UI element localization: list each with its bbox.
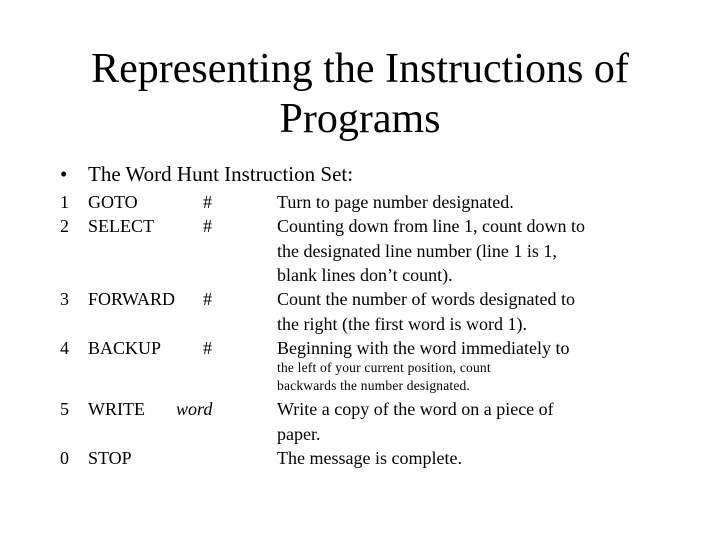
description-line-small: the left of your current position, count	[277, 360, 491, 375]
description-line: the designated line number (line 1 is 1,	[277, 240, 557, 261]
instruction-command-goto: GOTO	[88, 192, 138, 212]
instruction-description-backup	[277, 336, 569, 361]
slide-title-line-2: Programs	[279, 96, 441, 142]
description-line: The message is complete.	[277, 448, 462, 468]
instruction-description-write	[277, 397, 554, 446]
slide-title-line-1: Representing the Instructions of	[91, 46, 629, 92]
instruction-argument-write: word	[176, 399, 213, 419]
bullet-marker: •	[60, 162, 68, 186]
instruction-argument-backup: #	[203, 338, 212, 358]
description-line: Count the number of words designated to	[277, 289, 575, 309]
instruction-argument-goto: #	[203, 192, 212, 212]
bullet-text: The Word Hunt Instruction Set:	[88, 162, 354, 186]
instruction-description-stop	[277, 446, 462, 471]
instruction-argument-select: #	[203, 216, 212, 236]
instruction-command-write: WRITE	[88, 399, 145, 419]
description-line: the right (the first word is word 1).	[277, 313, 527, 334]
description-line: Turn to page number designated.	[277, 192, 514, 212]
instruction-number-4: 4	[60, 338, 69, 358]
instruction-command-stop: STOP	[88, 448, 132, 468]
instruction-number-3: 3	[60, 289, 69, 309]
instruction-description-select	[277, 214, 585, 288]
description-line: Write a copy of the word on a piece of	[277, 399, 554, 419]
description-line: paper.	[277, 423, 321, 444]
description-line-small: backwards the number designated.	[277, 378, 471, 393]
instruction-number-0: 0	[60, 448, 69, 468]
description-line: Beginning with the word immediately to	[277, 338, 570, 358]
instruction-description-goto	[277, 190, 514, 215]
instruction-command-backup: BACKUP	[88, 338, 162, 358]
instruction-description-backup-continued	[277, 359, 491, 395]
instruction-number-2: 2	[60, 216, 69, 236]
description-line: blank lines don’t count).	[277, 265, 453, 285]
instruction-argument-forward: #	[203, 289, 212, 309]
bullet-item	[60, 162, 353, 187]
instruction-number-1: 1	[60, 192, 69, 212]
instruction-number-5: 5	[60, 399, 69, 419]
description-line: Counting down from line 1, count down to	[277, 216, 585, 236]
instruction-description-forward	[277, 287, 575, 336]
instruction-command-forward: FORWARD	[88, 289, 176, 309]
instruction-command-select: SELECT	[88, 216, 154, 236]
slide-title	[0, 44, 720, 144]
